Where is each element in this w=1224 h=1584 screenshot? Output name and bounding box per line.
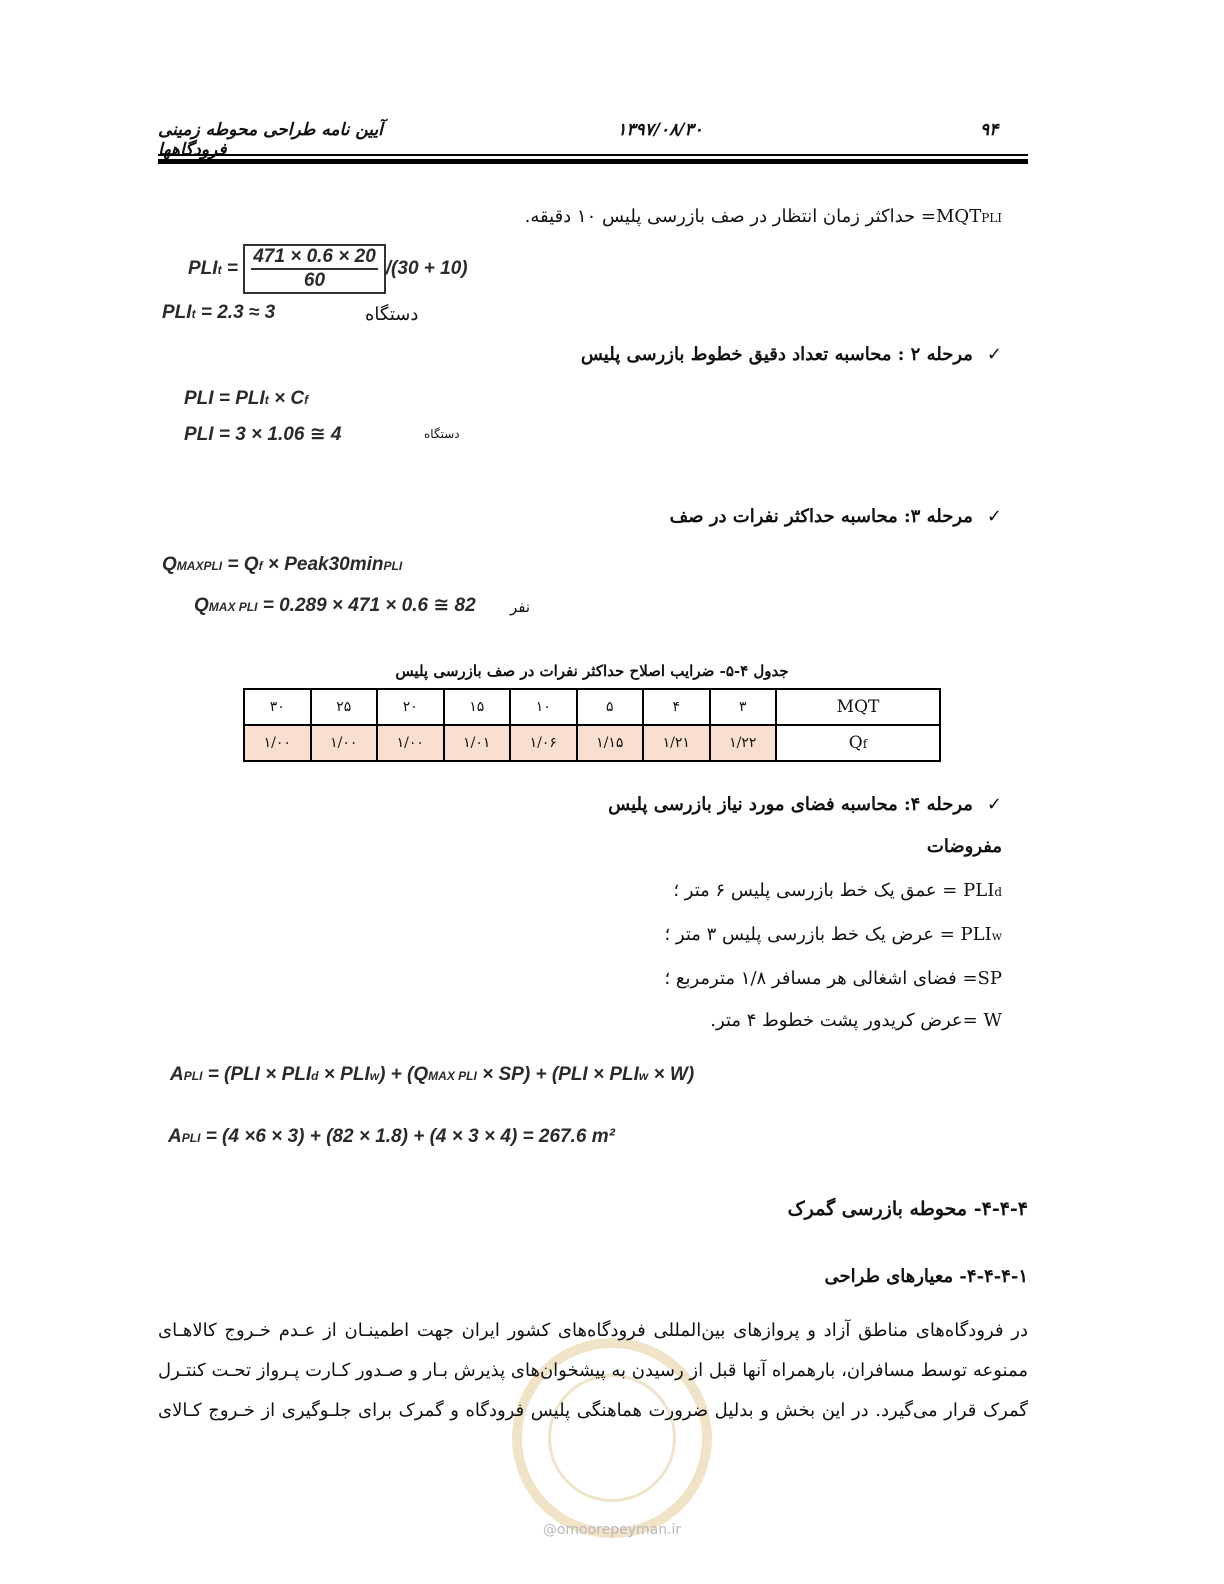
step-4-heading: ✓مرحله ۴: محاسبه فضای مورد نیاز بازرسی پلیس bbox=[608, 794, 1002, 815]
table-cell: ۲۰ bbox=[377, 689, 444, 725]
table-cell: ۲۵ bbox=[311, 689, 378, 725]
table-row-qf bbox=[244, 725, 940, 761]
table-cell: ۳۰ bbox=[244, 689, 311, 725]
formula-fraction: $\frac{471 \times 0.6 \times 20}{60}$ bbox=[253, 246, 376, 291]
check-icon: ✓ bbox=[986, 506, 1002, 527]
table-header-mqt: MQT bbox=[776, 689, 940, 725]
formula-pli-unit: دستگاه bbox=[424, 427, 460, 441]
formula-qmax-unit: نفر bbox=[510, 598, 531, 616]
section-title: ۴-۴-۴- محوطه بازرسی گمرک bbox=[787, 1198, 1028, 1220]
table-row-mqt bbox=[244, 689, 940, 725]
table-cell: ۵ bbox=[577, 689, 644, 725]
mqt-text: = حداکثر زمان انتظار در صف بازرسی پلیس ۱۰ دقیقه. bbox=[524, 206, 936, 227]
formula-area-def: APLI = (PLI × PLId × PLIw) + (QMAX PLI × SP) + (PLI × PLIw × W) bbox=[170, 1064, 695, 1085]
table-cell: ۱/۰۰ bbox=[377, 725, 444, 761]
table-cell: ۳ bbox=[710, 689, 777, 725]
formula-qmax-result: QMAX PLI = 0.289 × 471 × 0.6 ≅ 82 bbox=[194, 595, 476, 616]
table-cell: ۱۵ bbox=[444, 689, 511, 725]
table-caption: جدول ۴-۵- ضرایب اصلاح حداکثر نفرات در صف بازرسی پلیس bbox=[395, 662, 789, 680]
table-cell: ۱/۰۱ bbox=[444, 725, 511, 761]
step-3-heading: ✓مرحله ۳: محاسبه حداکثر نفرات در صف bbox=[669, 506, 1002, 527]
formula-plit-calc: PLIt = $\frac{471 \times 0.6 \times 20}{60}$ /(30 + 10) bbox=[188, 244, 468, 294]
assumptions-title: مفروضات bbox=[926, 836, 1002, 857]
page-number: ۹۴ bbox=[980, 120, 999, 140]
table-cell: ۱/۲۱ bbox=[643, 725, 710, 761]
check-icon: ✓ bbox=[986, 344, 1002, 365]
formula-pli-result: PLI = 3 × 1.06 ≅ 4 bbox=[184, 424, 342, 445]
mqt-symbol: MQTPLI bbox=[936, 206, 1002, 227]
table-cell: ۱/۰۰ bbox=[311, 725, 378, 761]
correction-factor-table bbox=[243, 688, 941, 762]
assumption-depth: PLId = عمق یک خط بازرسی پلیس ۶ متر ؛ bbox=[673, 880, 1002, 901]
watermark-site-text: @omoorepeyman.ir bbox=[542, 1522, 682, 1538]
assumption-corridor: W =عرض کریدور پشت خطوط ۴ متر. bbox=[710, 1010, 1002, 1031]
table-cell: ۱/۲۲ bbox=[710, 725, 777, 761]
formula-plit-result: PLIt = 2.3 ≈ 3 bbox=[162, 302, 276, 323]
step-2-heading: ✓مرحله ۲ : محاسبه تعداد دقیق خطوط بازرسی پلیس bbox=[580, 344, 1002, 365]
formula-pli-def: PLI = PLIt × Cf bbox=[184, 388, 309, 409]
check-icon: ✓ bbox=[986, 794, 1002, 815]
table-header-qf: Qf bbox=[776, 725, 940, 761]
subsection-title: ۴-۴-۴-۱- معیارهای طراحی bbox=[824, 1266, 1028, 1287]
formula-plit-unit: دستگاه bbox=[365, 304, 419, 325]
body-line-3: گمرک قرار می‌گیرد. در این بخش و بدلیل ضرورت هماهنگی پلیس فرودگاه و گمرک برای جلـوگیری از خـروج کـالای bbox=[158, 1400, 1028, 1421]
formula-qmax-def: QMAXPLI = Qf × Peak30minPLI bbox=[162, 554, 403, 575]
header-rule-thin bbox=[158, 154, 1028, 156]
assumption-width: PLIw = عرض یک خط بازرسی پلیس ۳ متر ؛ bbox=[664, 924, 1002, 945]
body-line-1: در فرودگاه‌های مناطق آزاد و پروازهای بین‌المللی فرودگاه‌های کشور ایران جهت اطمینـان از عـدم خـروج کالاهـای bbox=[158, 1320, 1028, 1341]
body-line-2: ممنوعه توسط مسافران، بارهمراه آنها قبل از رسیدن به پیشخوان‌های پذیرش بـار و صـدور کـارت پـرواز تحـت کنتـرل bbox=[158, 1360, 1028, 1381]
table-cell: ۱/۱۵ bbox=[577, 725, 644, 761]
table-cell: ۴ bbox=[643, 689, 710, 725]
formula-bracket bbox=[243, 244, 386, 294]
assumption-space: SP= فضای اشغالی هر مسافر ۱/۸ مترمربع ؛ bbox=[664, 968, 1002, 989]
table-cell: ۱۰ bbox=[510, 689, 577, 725]
table-cell: ۱/۰۰ bbox=[244, 725, 311, 761]
mqt-definition bbox=[402, 202, 1002, 233]
formula-area-result: APLI = (4 ×6 × 3) + (82 × 1.8) + (4 × 3 × 4) = 267.6 m² bbox=[168, 1126, 615, 1147]
header-title: آیین نامه طراحی محوطه زمینی فرودگاهها bbox=[158, 120, 383, 160]
header-rule-thick bbox=[158, 159, 1028, 164]
header-date: ۱۳۹۷/۰۸/۳۰ bbox=[617, 120, 703, 140]
table-cell: ۱/۰۶ bbox=[510, 725, 577, 761]
